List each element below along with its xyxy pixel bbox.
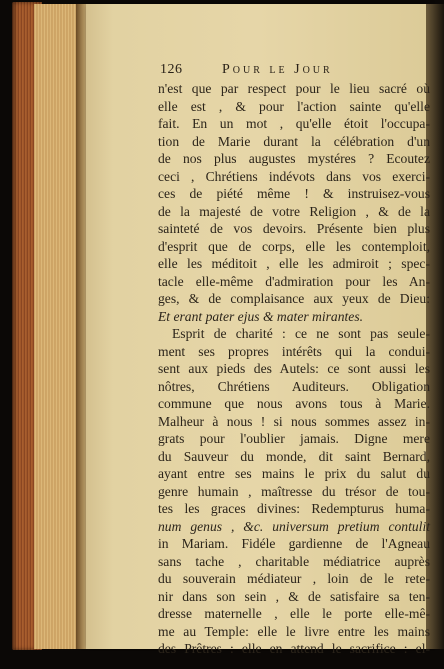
text-line: tion de Marie durant la célébration d'un <box>158 133 430 149</box>
text-line: fait. En un mot , qu'elle étoit l'occupa- <box>158 116 430 131</box>
text-line: dresse maternelle , elle le porte elle-mê- <box>158 606 430 621</box>
text-line: nir dans son sein , & de satisfaire sa ten- <box>158 588 430 604</box>
text-line: du Sauveur du monde, dit saint Bernard, <box>158 448 430 464</box>
text-line: des Prêtres : elle en attend le sacrifice : el- <box>158 641 430 656</box>
text-line: de nos plus augustes mystéres ? Ecoutez <box>158 151 430 166</box>
text-line: Esprit de charité : ce ne sont pas seule- <box>172 326 430 341</box>
text-line: ayant entre ses mains le prix du salut du <box>158 466 430 481</box>
text-line: nôtres, Chrétiens Auditeurs. Obligation <box>158 378 430 394</box>
text-line: me au Temple: elle le livre entre les mains <box>158 623 430 639</box>
page-header <box>160 62 420 80</box>
text-line: ges, & de complaisance aux yeux de Dieu: <box>158 291 430 306</box>
text-line: ceci , Chrétiens indévots dans vos exerci- <box>158 168 430 184</box>
text-line: ces de piété même ! & instruisez-vous <box>158 186 430 201</box>
text-line: sainteté de vos devoirs. Présente bien plus <box>158 221 430 236</box>
running-head: Pour le Jour <box>222 62 333 77</box>
text-line: commune que nous avons tous à Marie. <box>158 396 430 411</box>
text-line: grats pour l'oublier jamais. Digne mere <box>158 431 430 446</box>
text-line: Malheur à nous ! si nous sommes assez in- <box>158 413 430 429</box>
page-number: 126 <box>160 62 183 77</box>
body-text <box>158 80 430 658</box>
text-line: du souverain médiateur , loin de le rete- <box>158 571 430 586</box>
text-line: num genus , &c. universum pretium contulit <box>158 518 430 534</box>
text-line: elle les méditoit , elle les admiroit ; spec- <box>158 256 430 271</box>
text-line: n'est que par respect pour le lieu sacré où <box>158 81 430 96</box>
text-line: sent aux pieds des Autels: ce sont aussi les <box>158 361 430 376</box>
text-line: genre humain , maîtresse du trésor de tou- <box>158 483 430 499</box>
text-line: tacle elle-même d'admiration pour les An- <box>158 273 430 289</box>
text-line: de la majesté de votre Religion , & de la <box>158 203 430 219</box>
text-line: Et erant pater ejus & mater mirantes. <box>158 308 364 324</box>
text-line: elle est , & pour l'action sainte qu'elle <box>158 98 430 114</box>
text-line: tes les graces divines: Redempturus huma- <box>158 501 430 516</box>
text-line: in Mariam. Fidéle gardienne de l'Agneau <box>158 536 430 551</box>
text-line: sans tache , charitable médiatrice auprès <box>158 553 430 569</box>
text-line: ment ses propres intérêts qui la condui- <box>158 343 430 359</box>
text-line: d'esprit que de corps, elle les contemploit, <box>158 238 430 254</box>
